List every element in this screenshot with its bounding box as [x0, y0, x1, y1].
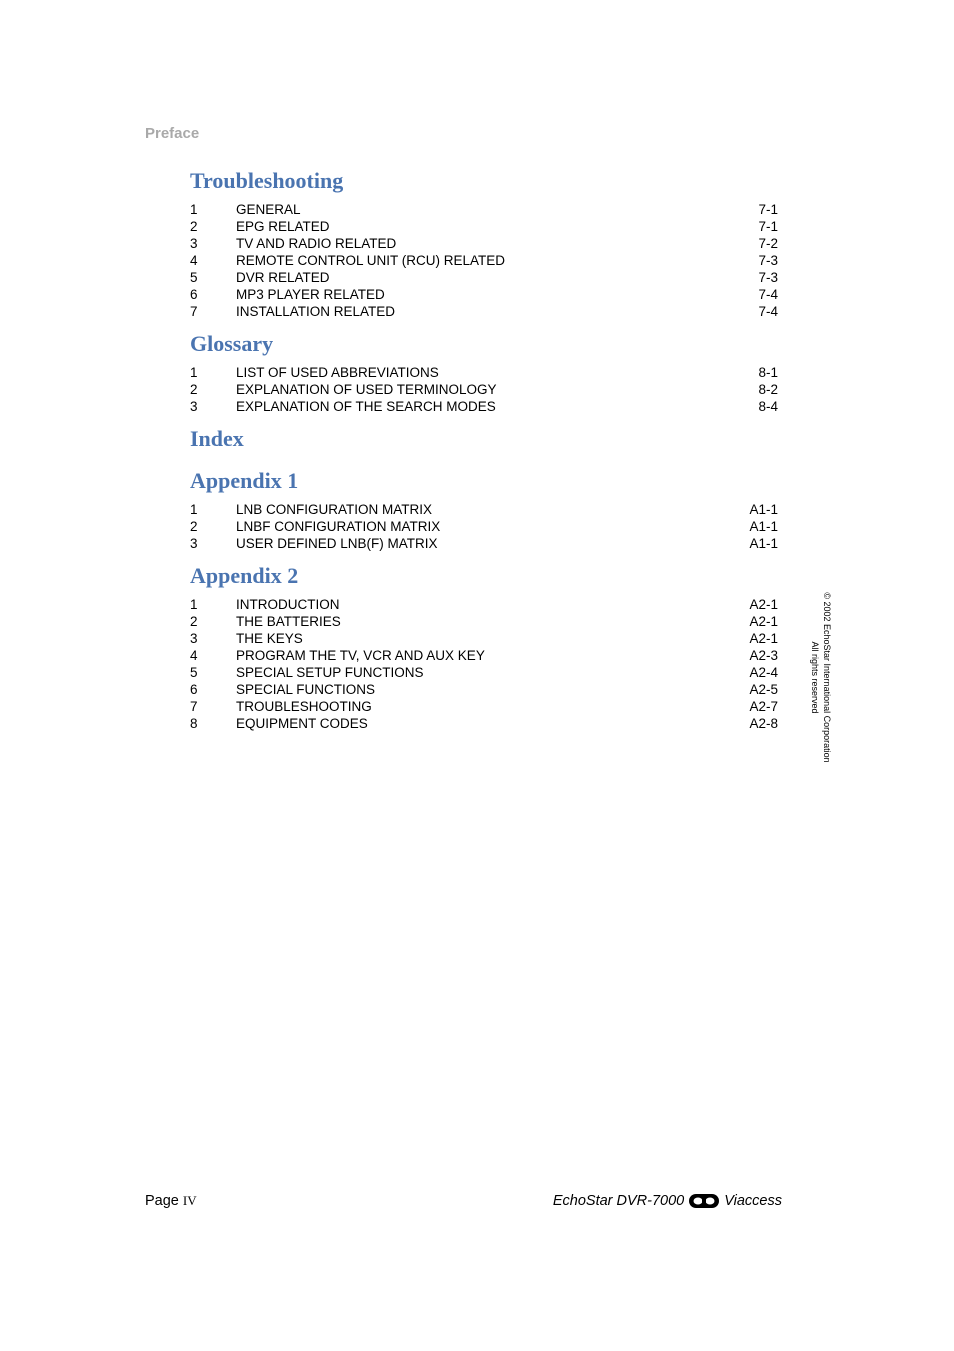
section-title: Troubleshooting	[190, 168, 344, 193]
entry-title: MP3 PLAYER RELATED	[236, 287, 385, 302]
entry-number: 5	[190, 665, 198, 680]
toc-entry[interactable]	[190, 501, 780, 518]
entry-title: LIST OF USED ABBREVIATIONS	[236, 365, 439, 380]
entry-title: INSTALLATION RELATED	[236, 304, 396, 319]
entry-title: TROUBLESHOOTING	[236, 699, 372, 714]
page-number: IV	[182, 1193, 197, 1208]
toc-entry[interactable]	[190, 235, 780, 252]
entry-page: 7-3	[758, 253, 778, 268]
toc-entry[interactable]	[190, 715, 780, 732]
entry-page: A2-1	[749, 631, 778, 646]
toc-list	[190, 201, 780, 320]
entry-title: EQUIPMENT CODES	[236, 716, 368, 731]
toc-entry[interactable]	[190, 252, 780, 269]
entry-page: 7-1	[758, 202, 778, 217]
page-label: Page	[145, 1193, 179, 1209]
page-footer-number	[145, 1193, 197, 1209]
entry-number: 7	[190, 304, 198, 319]
rights-line: All rights reserved	[810, 641, 820, 714]
entry-title: LNB CONFIGURATION MATRIX	[236, 502, 433, 517]
entry-page: A2-4	[749, 665, 778, 680]
entry-number: 2	[190, 614, 198, 629]
toc-entry[interactable]	[190, 647, 780, 664]
toc-list	[190, 364, 780, 415]
entry-title: USER DEFINED LNB(F) MATRIX	[236, 536, 438, 551]
toc-list	[190, 596, 780, 732]
toc-entry[interactable]	[190, 398, 780, 415]
page-footer-product	[553, 1193, 782, 1209]
entry-title: INTRODUCTION	[236, 597, 340, 612]
toc-entry[interactable]	[190, 613, 780, 630]
toc-entry[interactable]	[190, 698, 780, 715]
entry-page: A2-8	[749, 716, 778, 731]
entry-number: 1	[190, 597, 198, 612]
entry-page: 8-1	[758, 365, 778, 380]
viaccess-logo-icon	[689, 1194, 719, 1208]
entry-page: 7-2	[758, 236, 778, 251]
toc-entry[interactable]	[190, 630, 780, 647]
entry-page: A1-1	[749, 536, 778, 551]
entry-page: 8-2	[758, 382, 778, 397]
entry-number: 3	[190, 631, 198, 646]
entry-page: 7-4	[758, 304, 778, 319]
entry-number: 1	[190, 365, 198, 380]
toc-entry[interactable]	[190, 518, 780, 535]
entry-title: LNBF CONFIGURATION MATRIX	[236, 519, 441, 534]
entry-number: 4	[190, 253, 198, 268]
toc-entry[interactable]	[190, 535, 780, 552]
entry-page: A1-1	[749, 519, 778, 534]
entry-page: 7-1	[758, 219, 778, 234]
section-title: Glossary	[190, 331, 274, 356]
brand-name: Viaccess	[724, 1193, 782, 1209]
entry-number: 5	[190, 270, 198, 285]
entry-page: A1-1	[749, 502, 778, 517]
entry-number: 6	[190, 287, 198, 302]
entry-number: 2	[190, 519, 198, 534]
section-spacer	[190, 452, 780, 468]
entry-page: A2-1	[749, 597, 778, 612]
toc-list	[190, 501, 780, 552]
entry-number: 2	[190, 382, 198, 397]
entry-title: GENERAL	[236, 202, 301, 217]
entry-number: 1	[190, 502, 198, 517]
toc-entry[interactable]	[190, 286, 780, 303]
product-name: EchoStar DVR-7000	[552, 1193, 685, 1209]
table-of-contents	[190, 168, 780, 743]
entry-page: 7-3	[758, 270, 778, 285]
toc-entry[interactable]	[190, 201, 780, 218]
entry-number: 6	[190, 682, 198, 697]
entry-title: REMOTE CONTROL UNIT (RCU) RELATED	[236, 253, 506, 268]
section-title: Appendix 1	[190, 468, 299, 493]
entry-title: SPECIAL FUNCTIONS	[236, 682, 376, 697]
toc-entry[interactable]	[190, 303, 780, 320]
toc-entry[interactable]	[190, 364, 780, 381]
entry-number: 3	[190, 536, 198, 551]
entry-number: 3	[190, 399, 198, 414]
entry-page: A2-3	[749, 648, 778, 663]
entry-number: 4	[190, 648, 198, 663]
copyright-notice	[809, 585, 833, 770]
entry-title: EXPLANATION OF THE SEARCH MODES	[236, 399, 496, 414]
entry-number: 2	[190, 219, 198, 234]
entry-title: SPECIAL SETUP FUNCTIONS	[236, 665, 424, 680]
entry-title: PROGRAM THE TV, VCR AND AUX KEY	[236, 648, 485, 663]
section-title: Index	[190, 426, 244, 451]
toc-entry[interactable]	[190, 681, 780, 698]
entry-title: THE KEYS	[236, 631, 303, 646]
entry-page: A2-5	[749, 682, 778, 697]
section-title: Appendix 2	[190, 563, 299, 588]
entry-title: THE BATTERIES	[236, 614, 341, 629]
toc-entry[interactable]	[190, 218, 780, 235]
entry-title: EXPLANATION OF USED TERMINOLOGY	[236, 382, 497, 397]
entry-page: A2-1	[749, 614, 778, 629]
entry-number: 8	[190, 716, 198, 731]
entry-title: TV AND RADIO RELATED	[236, 236, 397, 251]
toc-entry[interactable]	[190, 381, 780, 398]
toc-entry[interactable]	[190, 664, 780, 681]
toc-entry[interactable]	[190, 269, 780, 286]
entry-page: 8-4	[758, 399, 778, 414]
entry-number: 7	[190, 699, 198, 714]
toc-entry[interactable]	[190, 596, 780, 613]
entry-page: A2-7	[749, 699, 778, 714]
entry-number: 1	[190, 202, 198, 217]
entry-page: 7-4	[758, 287, 778, 302]
entry-title: DVR RELATED	[236, 270, 330, 285]
copyright-line: © 2002 EchoStar International Corporation	[822, 592, 832, 763]
entry-number: 3	[190, 236, 198, 251]
running-header: Preface	[145, 125, 200, 142]
entry-title: EPG RELATED	[236, 219, 330, 234]
